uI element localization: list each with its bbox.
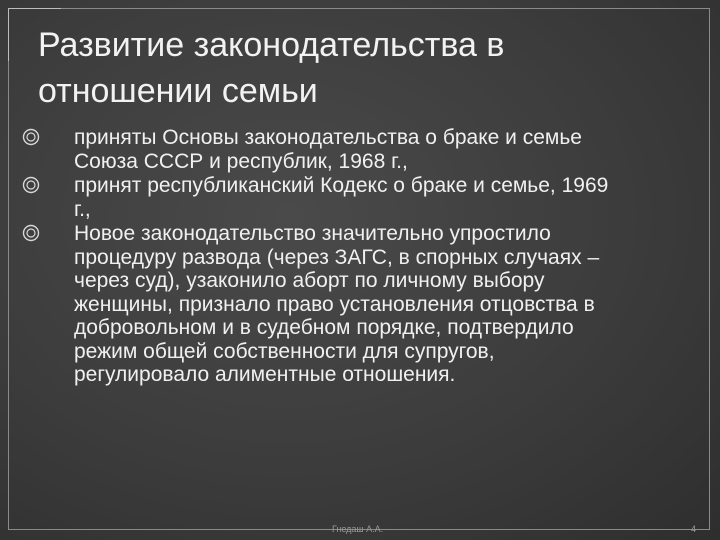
bullet-item bbox=[22, 174, 622, 221]
target-circle-icon bbox=[22, 176, 40, 194]
bullet-text: Новое законодательство значительно упростило процедуру развода (через ЗАГС, в спорных случаях – через суд), узаконило аборт по личному выбору женщины, признало право установления отцовства в добровольном и в судебном порядке, подтвердило режим общей собственности для супругов, регулировало алиментные отношения. bbox=[74, 222, 600, 386]
bullet-text: принят республиканский Кодекс о браке и семье, 1969 г., bbox=[74, 174, 609, 221]
footer-author: Гнедаш А.А. bbox=[332, 524, 384, 534]
target-circle-icon bbox=[22, 128, 40, 146]
bullet-item bbox=[22, 126, 622, 173]
slide-title: Развитие законодательства в отношении семьи bbox=[38, 26, 505, 110]
target-circle-icon bbox=[22, 224, 40, 242]
page-number: 4 bbox=[690, 524, 696, 534]
bullet-list bbox=[22, 126, 622, 388]
bullet-text: приняты Основы законодательства о браке и семье Союза СССР и республик, 1968 г., bbox=[74, 126, 582, 173]
bullet-item bbox=[22, 222, 622, 387]
